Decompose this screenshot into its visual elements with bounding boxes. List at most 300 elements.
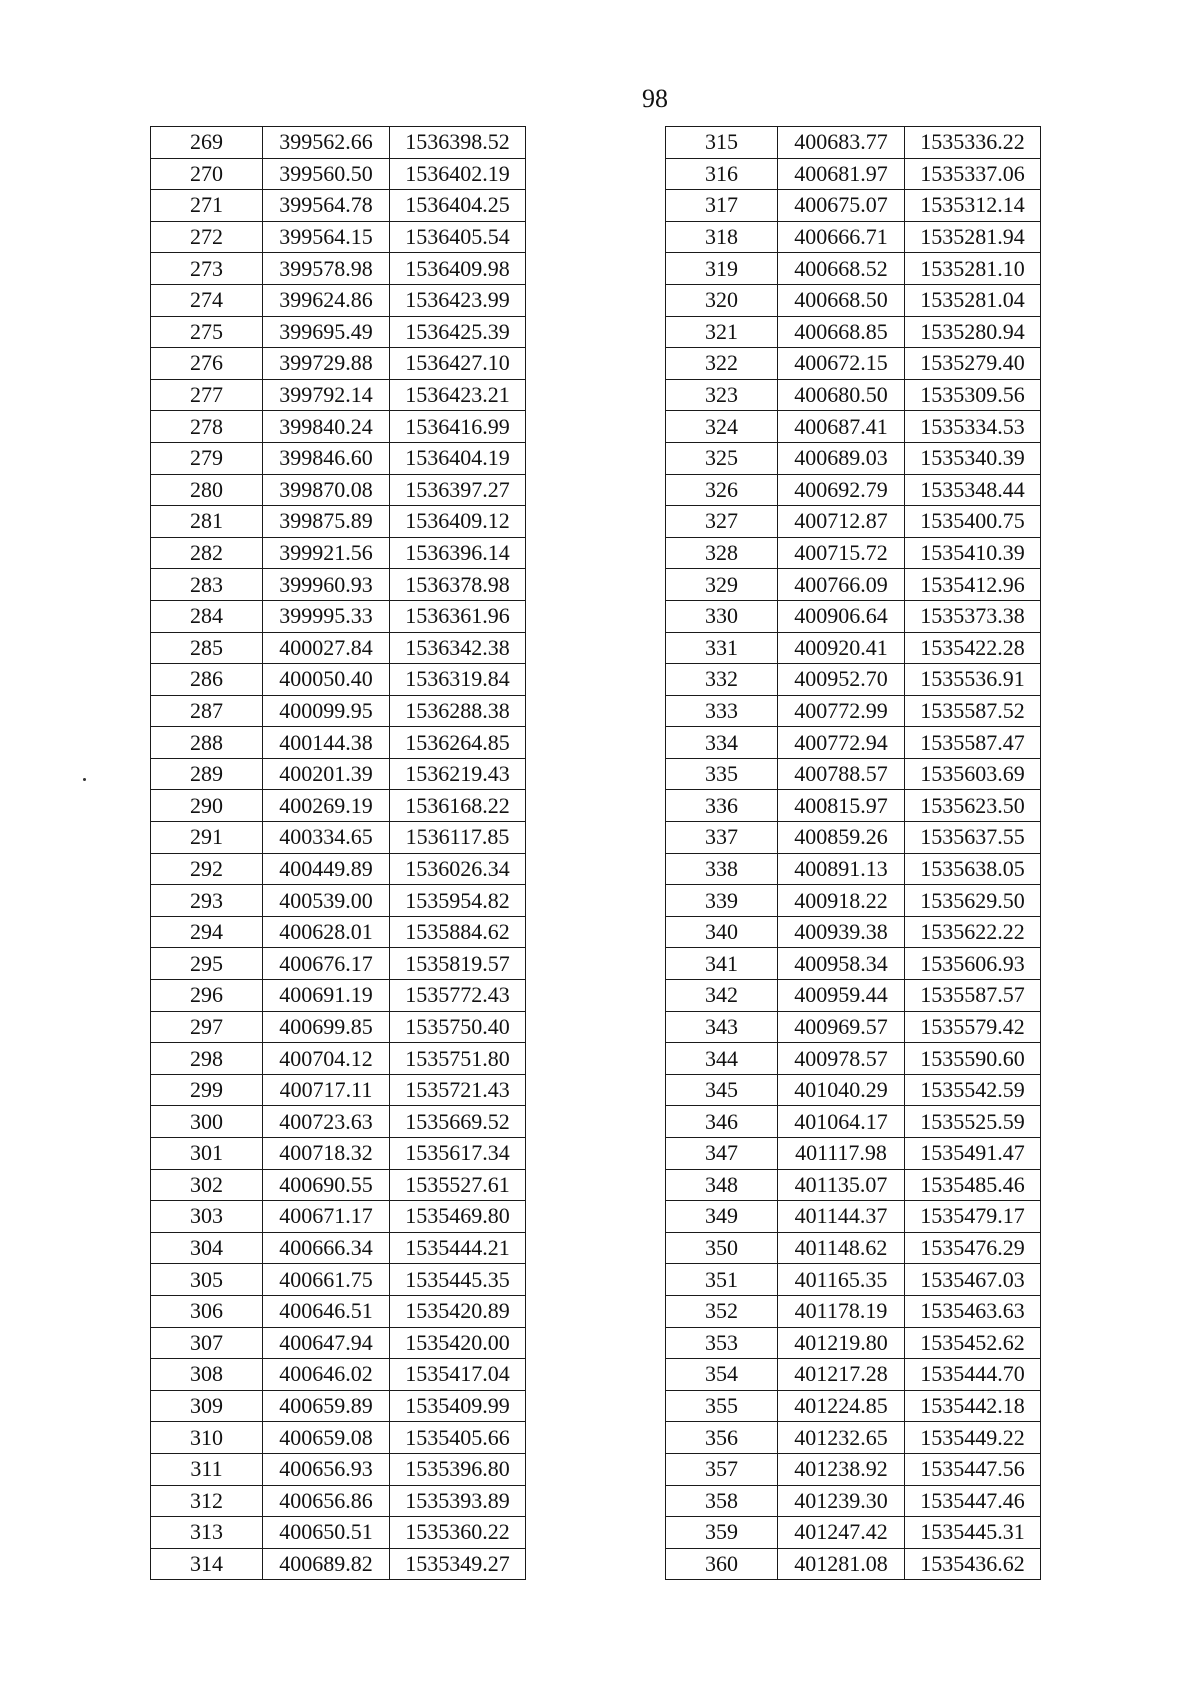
x-coordinate-cell: 400666.34 — [263, 1232, 390, 1264]
x-coordinate-cell: 400656.93 — [263, 1453, 390, 1485]
y-coordinate-cell: 1535280.94 — [905, 316, 1041, 348]
x-coordinate-cell: 399695.49 — [263, 316, 390, 348]
point-number-cell: 327 — [666, 506, 778, 538]
y-coordinate-cell: 1535479.17 — [905, 1201, 1041, 1233]
point-number-cell: 269 — [151, 127, 263, 159]
x-coordinate-cell: 400659.89 — [263, 1390, 390, 1422]
x-coordinate-cell: 400144.38 — [263, 727, 390, 759]
x-coordinate-cell: 400958.34 — [778, 948, 905, 980]
y-coordinate-cell: 1535638.05 — [905, 853, 1041, 885]
table-row — [151, 474, 526, 506]
table-row — [666, 1390, 1041, 1422]
x-coordinate-cell: 400201.39 — [263, 758, 390, 790]
x-coordinate-cell: 401224.85 — [778, 1390, 905, 1422]
table-row — [666, 1548, 1041, 1580]
x-coordinate-cell: 400027.84 — [263, 632, 390, 664]
x-coordinate-cell: 400723.63 — [263, 1106, 390, 1138]
table-row — [666, 1201, 1041, 1233]
x-coordinate-cell: 400959.44 — [778, 980, 905, 1012]
x-coordinate-cell: 400920.41 — [778, 632, 905, 664]
point-number-cell: 305 — [151, 1264, 263, 1296]
point-number-cell: 342 — [666, 980, 778, 1012]
x-coordinate-cell: 400704.12 — [263, 1043, 390, 1075]
y-coordinate-cell: 1536396.14 — [390, 537, 526, 569]
x-coordinate-cell: 401040.29 — [778, 1074, 905, 1106]
table-row — [151, 1264, 526, 1296]
x-coordinate-cell: 401217.28 — [778, 1359, 905, 1391]
table-row — [151, 1422, 526, 1454]
point-number-cell: 309 — [151, 1390, 263, 1422]
table-row — [666, 695, 1041, 727]
y-coordinate-cell: 1535348.44 — [905, 474, 1041, 506]
point-number-cell: 343 — [666, 1011, 778, 1043]
table-row — [151, 695, 526, 727]
x-coordinate-cell: 400659.08 — [263, 1422, 390, 1454]
table-row — [151, 253, 526, 285]
table-row — [151, 1327, 526, 1359]
y-coordinate-cell: 1535476.29 — [905, 1232, 1041, 1264]
point-number-cell: 336 — [666, 790, 778, 822]
point-number-cell: 273 — [151, 253, 263, 285]
table-row — [151, 727, 526, 759]
y-coordinate-cell: 1536319.84 — [390, 664, 526, 696]
x-coordinate-cell: 400918.22 — [778, 885, 905, 917]
x-coordinate-cell: 401064.17 — [778, 1106, 905, 1138]
y-coordinate-cell: 1535410.39 — [905, 537, 1041, 569]
table-row — [151, 1106, 526, 1138]
point-number-cell: 289 — [151, 758, 263, 790]
point-number-cell: 314 — [151, 1548, 263, 1580]
point-number-cell: 331 — [666, 632, 778, 664]
y-coordinate-cell: 1536264.85 — [390, 727, 526, 759]
table-row — [151, 190, 526, 222]
point-number-cell: 275 — [151, 316, 263, 348]
x-coordinate-cell: 401135.07 — [778, 1169, 905, 1201]
x-coordinate-cell: 400690.55 — [263, 1169, 390, 1201]
x-coordinate-cell: 399564.78 — [263, 190, 390, 222]
x-coordinate-cell: 400681.97 — [778, 158, 905, 190]
table-row — [151, 284, 526, 316]
x-coordinate-cell: 400891.13 — [778, 853, 905, 885]
x-coordinate-cell: 400680.50 — [778, 379, 905, 411]
point-number-cell: 348 — [666, 1169, 778, 1201]
x-coordinate-cell: 399875.89 — [263, 506, 390, 538]
y-coordinate-cell: 1535617.34 — [390, 1138, 526, 1170]
table-row — [666, 1106, 1041, 1138]
x-coordinate-cell: 400647.94 — [263, 1327, 390, 1359]
x-coordinate-cell: 401148.62 — [778, 1232, 905, 1264]
point-number-cell: 304 — [151, 1232, 263, 1264]
table-row — [666, 158, 1041, 190]
point-number-cell: 310 — [151, 1422, 263, 1454]
coordinates-table-left — [150, 126, 526, 1580]
table-row — [666, 442, 1041, 474]
x-coordinate-cell: 400689.03 — [778, 442, 905, 474]
x-coordinate-cell: 400650.51 — [263, 1517, 390, 1549]
point-number-cell: 324 — [666, 411, 778, 443]
y-coordinate-cell: 1535527.61 — [390, 1169, 526, 1201]
point-number-cell: 299 — [151, 1074, 263, 1106]
table-row — [151, 853, 526, 885]
point-number-cell: 353 — [666, 1327, 778, 1359]
x-coordinate-cell: 399578.98 — [263, 253, 390, 285]
coordinates-table-right — [665, 126, 1041, 1580]
table-row — [666, 1359, 1041, 1391]
y-coordinate-cell: 1535587.57 — [905, 980, 1041, 1012]
x-coordinate-cell: 400718.32 — [263, 1138, 390, 1170]
table-row — [666, 790, 1041, 822]
table-row — [666, 1295, 1041, 1327]
point-number-cell: 301 — [151, 1138, 263, 1170]
table-row — [151, 822, 526, 854]
table-row — [666, 411, 1041, 443]
point-number-cell: 326 — [666, 474, 778, 506]
y-coordinate-cell: 1535444.70 — [905, 1359, 1041, 1391]
x-coordinate-cell: 400788.57 — [778, 758, 905, 790]
point-number-cell: 356 — [666, 1422, 778, 1454]
y-coordinate-cell: 1535669.52 — [390, 1106, 526, 1138]
y-coordinate-cell: 1535884.62 — [390, 916, 526, 948]
x-coordinate-cell: 400717.11 — [263, 1074, 390, 1106]
x-coordinate-cell: 400646.51 — [263, 1295, 390, 1327]
y-coordinate-cell: 1535420.00 — [390, 1327, 526, 1359]
table-row — [151, 1232, 526, 1264]
point-number-cell: 329 — [666, 569, 778, 601]
x-coordinate-cell: 400269.19 — [263, 790, 390, 822]
x-coordinate-cell: 400699.85 — [263, 1011, 390, 1043]
x-coordinate-cell: 400952.70 — [778, 664, 905, 696]
stray-dot — [83, 778, 86, 781]
point-number-cell: 328 — [666, 537, 778, 569]
x-coordinate-cell: 400772.99 — [778, 695, 905, 727]
x-coordinate-cell: 399624.86 — [263, 284, 390, 316]
y-coordinate-cell: 1536423.21 — [390, 379, 526, 411]
table-row — [151, 1138, 526, 1170]
table-row — [151, 1295, 526, 1327]
point-number-cell: 311 — [151, 1453, 263, 1485]
point-number-cell: 281 — [151, 506, 263, 538]
y-coordinate-cell: 1535751.80 — [390, 1043, 526, 1075]
y-coordinate-cell: 1535954.82 — [390, 885, 526, 917]
point-number-cell: 294 — [151, 916, 263, 948]
x-coordinate-cell: 400672.15 — [778, 348, 905, 380]
point-number-cell: 333 — [666, 695, 778, 727]
table-row — [666, 727, 1041, 759]
y-coordinate-cell: 1535485.46 — [905, 1169, 1041, 1201]
y-coordinate-cell: 1536117.85 — [390, 822, 526, 854]
x-coordinate-cell: 400691.19 — [263, 980, 390, 1012]
y-coordinate-cell: 1535340.39 — [905, 442, 1041, 474]
point-number-cell: 270 — [151, 158, 263, 190]
x-coordinate-cell: 400050.40 — [263, 664, 390, 696]
table-row — [666, 1074, 1041, 1106]
point-number-cell: 284 — [151, 600, 263, 632]
y-coordinate-cell: 1535281.10 — [905, 253, 1041, 285]
point-number-cell: 349 — [666, 1201, 778, 1233]
table-row — [151, 442, 526, 474]
x-coordinate-cell: 400661.75 — [263, 1264, 390, 1296]
y-coordinate-cell: 1535420.89 — [390, 1295, 526, 1327]
y-coordinate-cell: 1535360.22 — [390, 1517, 526, 1549]
table-row — [151, 411, 526, 443]
x-coordinate-cell: 401178.19 — [778, 1295, 905, 1327]
y-coordinate-cell: 1535721.43 — [390, 1074, 526, 1106]
table-row — [666, 537, 1041, 569]
table-row — [151, 1453, 526, 1485]
table-row — [151, 316, 526, 348]
point-number-cell: 334 — [666, 727, 778, 759]
table-row — [151, 916, 526, 948]
table-row — [666, 916, 1041, 948]
y-coordinate-cell: 1535442.18 — [905, 1390, 1041, 1422]
table-row — [666, 190, 1041, 222]
point-number-cell: 288 — [151, 727, 263, 759]
point-number-cell: 317 — [666, 190, 778, 222]
y-coordinate-cell: 1536288.38 — [390, 695, 526, 727]
point-number-cell: 354 — [666, 1359, 778, 1391]
y-coordinate-cell: 1535373.38 — [905, 600, 1041, 632]
table-row — [151, 348, 526, 380]
point-number-cell: 345 — [666, 1074, 778, 1106]
y-coordinate-cell: 1535587.52 — [905, 695, 1041, 727]
table-row — [151, 1548, 526, 1580]
y-coordinate-cell: 1536361.96 — [390, 600, 526, 632]
table-row — [666, 253, 1041, 285]
table-row — [666, 948, 1041, 980]
table-row — [666, 379, 1041, 411]
x-coordinate-cell: 401238.92 — [778, 1453, 905, 1485]
table-row — [151, 506, 526, 538]
table-row — [666, 853, 1041, 885]
point-number-cell: 293 — [151, 885, 263, 917]
y-coordinate-cell: 1536416.99 — [390, 411, 526, 443]
point-number-cell: 330 — [666, 600, 778, 632]
x-coordinate-cell: 400712.87 — [778, 506, 905, 538]
point-number-cell: 292 — [151, 853, 263, 885]
table-row — [666, 1043, 1041, 1075]
y-coordinate-cell: 1535396.80 — [390, 1453, 526, 1485]
point-number-cell: 296 — [151, 980, 263, 1012]
point-number-cell: 322 — [666, 348, 778, 380]
table-row — [666, 1011, 1041, 1043]
y-coordinate-cell: 1536168.22 — [390, 790, 526, 822]
point-number-cell: 352 — [666, 1295, 778, 1327]
point-number-cell: 321 — [666, 316, 778, 348]
y-coordinate-cell: 1535279.40 — [905, 348, 1041, 380]
x-coordinate-cell: 400978.57 — [778, 1043, 905, 1075]
point-number-cell: 346 — [666, 1106, 778, 1138]
y-coordinate-cell: 1536423.99 — [390, 284, 526, 316]
table-row — [666, 1169, 1041, 1201]
table-row — [151, 1359, 526, 1391]
table-row — [151, 127, 526, 159]
table-row — [666, 664, 1041, 696]
point-number-cell: 271 — [151, 190, 263, 222]
y-coordinate-cell: 1535447.56 — [905, 1453, 1041, 1485]
point-number-cell: 303 — [151, 1201, 263, 1233]
x-coordinate-cell: 400715.72 — [778, 537, 905, 569]
x-coordinate-cell: 400939.38 — [778, 916, 905, 948]
y-coordinate-cell: 1535449.22 — [905, 1422, 1041, 1454]
table-row — [151, 1169, 526, 1201]
table-row — [151, 1390, 526, 1422]
point-number-cell: 312 — [151, 1485, 263, 1517]
y-coordinate-cell: 1536402.19 — [390, 158, 526, 190]
table-row — [151, 664, 526, 696]
y-coordinate-cell: 1535444.21 — [390, 1232, 526, 1264]
y-coordinate-cell: 1535750.40 — [390, 1011, 526, 1043]
point-number-cell: 291 — [151, 822, 263, 854]
point-number-cell: 285 — [151, 632, 263, 664]
point-number-cell: 357 — [666, 1453, 778, 1485]
table-row — [666, 1232, 1041, 1264]
point-number-cell: 335 — [666, 758, 778, 790]
point-number-cell: 351 — [666, 1264, 778, 1296]
y-coordinate-cell: 1535819.57 — [390, 948, 526, 980]
table-row — [666, 127, 1041, 159]
x-coordinate-cell: 401219.80 — [778, 1327, 905, 1359]
x-coordinate-cell: 400628.01 — [263, 916, 390, 948]
point-number-cell: 283 — [151, 569, 263, 601]
y-coordinate-cell: 1536405.54 — [390, 221, 526, 253]
point-number-cell: 308 — [151, 1359, 263, 1391]
table-row — [151, 1485, 526, 1517]
y-coordinate-cell: 1535536.91 — [905, 664, 1041, 696]
x-coordinate-cell: 400969.57 — [778, 1011, 905, 1043]
table-row — [151, 379, 526, 411]
x-coordinate-cell: 401239.30 — [778, 1485, 905, 1517]
point-number-cell: 278 — [151, 411, 263, 443]
y-coordinate-cell: 1535637.55 — [905, 822, 1041, 854]
point-number-cell: 279 — [151, 442, 263, 474]
point-number-cell: 315 — [666, 127, 778, 159]
table-row — [151, 221, 526, 253]
x-coordinate-cell: 400668.85 — [778, 316, 905, 348]
y-coordinate-cell: 1535452.62 — [905, 1327, 1041, 1359]
table-row — [151, 758, 526, 790]
point-number-cell: 339 — [666, 885, 778, 917]
y-coordinate-cell: 1536409.12 — [390, 506, 526, 538]
point-number-cell: 350 — [666, 1232, 778, 1264]
x-coordinate-cell: 400099.95 — [263, 695, 390, 727]
x-coordinate-cell: 401232.65 — [778, 1422, 905, 1454]
y-coordinate-cell: 1535436.62 — [905, 1548, 1041, 1580]
y-coordinate-cell: 1535469.80 — [390, 1201, 526, 1233]
table-row — [666, 1485, 1041, 1517]
y-coordinate-cell: 1535525.59 — [905, 1106, 1041, 1138]
y-coordinate-cell: 1535312.14 — [905, 190, 1041, 222]
y-coordinate-cell: 1535447.46 — [905, 1485, 1041, 1517]
point-number-cell: 302 — [151, 1169, 263, 1201]
y-coordinate-cell: 1535467.03 — [905, 1264, 1041, 1296]
point-number-cell: 307 — [151, 1327, 263, 1359]
table-row — [151, 980, 526, 1012]
x-coordinate-cell: 401247.42 — [778, 1517, 905, 1549]
x-coordinate-cell: 399560.50 — [263, 158, 390, 190]
table-row — [666, 316, 1041, 348]
point-number-cell: 355 — [666, 1390, 778, 1422]
point-number-cell: 358 — [666, 1485, 778, 1517]
table-row — [666, 348, 1041, 380]
y-coordinate-cell: 1535590.60 — [905, 1043, 1041, 1075]
table-row — [151, 885, 526, 917]
y-coordinate-cell: 1536398.52 — [390, 127, 526, 159]
point-number-cell: 347 — [666, 1138, 778, 1170]
table-row — [666, 1453, 1041, 1485]
point-number-cell: 298 — [151, 1043, 263, 1075]
y-coordinate-cell: 1535542.59 — [905, 1074, 1041, 1106]
table-row — [666, 600, 1041, 632]
y-coordinate-cell: 1535417.04 — [390, 1359, 526, 1391]
point-number-cell: 323 — [666, 379, 778, 411]
y-coordinate-cell: 1535349.27 — [390, 1548, 526, 1580]
x-coordinate-cell: 400539.00 — [263, 885, 390, 917]
y-coordinate-cell: 1535445.31 — [905, 1517, 1041, 1549]
x-coordinate-cell: 400906.64 — [778, 600, 905, 632]
point-number-cell: 340 — [666, 916, 778, 948]
point-number-cell: 318 — [666, 221, 778, 253]
x-coordinate-cell: 401165.35 — [778, 1264, 905, 1296]
y-coordinate-cell: 1535281.04 — [905, 284, 1041, 316]
point-number-cell: 360 — [666, 1548, 778, 1580]
y-coordinate-cell: 1536378.98 — [390, 569, 526, 601]
x-coordinate-cell: 400676.17 — [263, 948, 390, 980]
y-coordinate-cell: 1535400.75 — [905, 506, 1041, 538]
table-row — [666, 885, 1041, 917]
y-coordinate-cell: 1535409.99 — [390, 1390, 526, 1422]
x-coordinate-cell: 400687.41 — [778, 411, 905, 443]
table-row — [151, 1517, 526, 1549]
table-row — [666, 632, 1041, 664]
point-number-cell: 341 — [666, 948, 778, 980]
y-coordinate-cell: 1536026.34 — [390, 853, 526, 885]
y-coordinate-cell: 1535606.93 — [905, 948, 1041, 980]
table-row — [666, 569, 1041, 601]
table-row — [151, 158, 526, 190]
point-number-cell: 316 — [666, 158, 778, 190]
point-number-cell: 332 — [666, 664, 778, 696]
table-row — [151, 569, 526, 601]
table-row — [151, 600, 526, 632]
y-coordinate-cell: 1536219.43 — [390, 758, 526, 790]
y-coordinate-cell: 1535309.56 — [905, 379, 1041, 411]
table-row — [151, 1011, 526, 1043]
point-number-cell: 287 — [151, 695, 263, 727]
table-row — [666, 1422, 1041, 1454]
point-number-cell: 276 — [151, 348, 263, 380]
point-number-cell: 286 — [151, 664, 263, 696]
x-coordinate-cell: 400689.82 — [263, 1548, 390, 1580]
y-coordinate-cell: 1536397.27 — [390, 474, 526, 506]
y-coordinate-cell: 1535422.28 — [905, 632, 1041, 664]
table-row — [666, 1264, 1041, 1296]
table-row — [151, 1043, 526, 1075]
point-number-cell: 272 — [151, 221, 263, 253]
point-number-cell: 282 — [151, 537, 263, 569]
table-row — [666, 1517, 1041, 1549]
y-coordinate-cell: 1536404.25 — [390, 190, 526, 222]
x-coordinate-cell: 399846.60 — [263, 442, 390, 474]
y-coordinate-cell: 1535463.63 — [905, 1295, 1041, 1327]
table-row — [666, 1138, 1041, 1170]
x-coordinate-cell: 400668.52 — [778, 253, 905, 285]
y-coordinate-cell: 1536427.10 — [390, 348, 526, 380]
point-number-cell: 295 — [151, 948, 263, 980]
x-coordinate-cell: 400692.79 — [778, 474, 905, 506]
x-coordinate-cell: 399995.33 — [263, 600, 390, 632]
point-number-cell: 359 — [666, 1517, 778, 1549]
table-row — [151, 1074, 526, 1106]
